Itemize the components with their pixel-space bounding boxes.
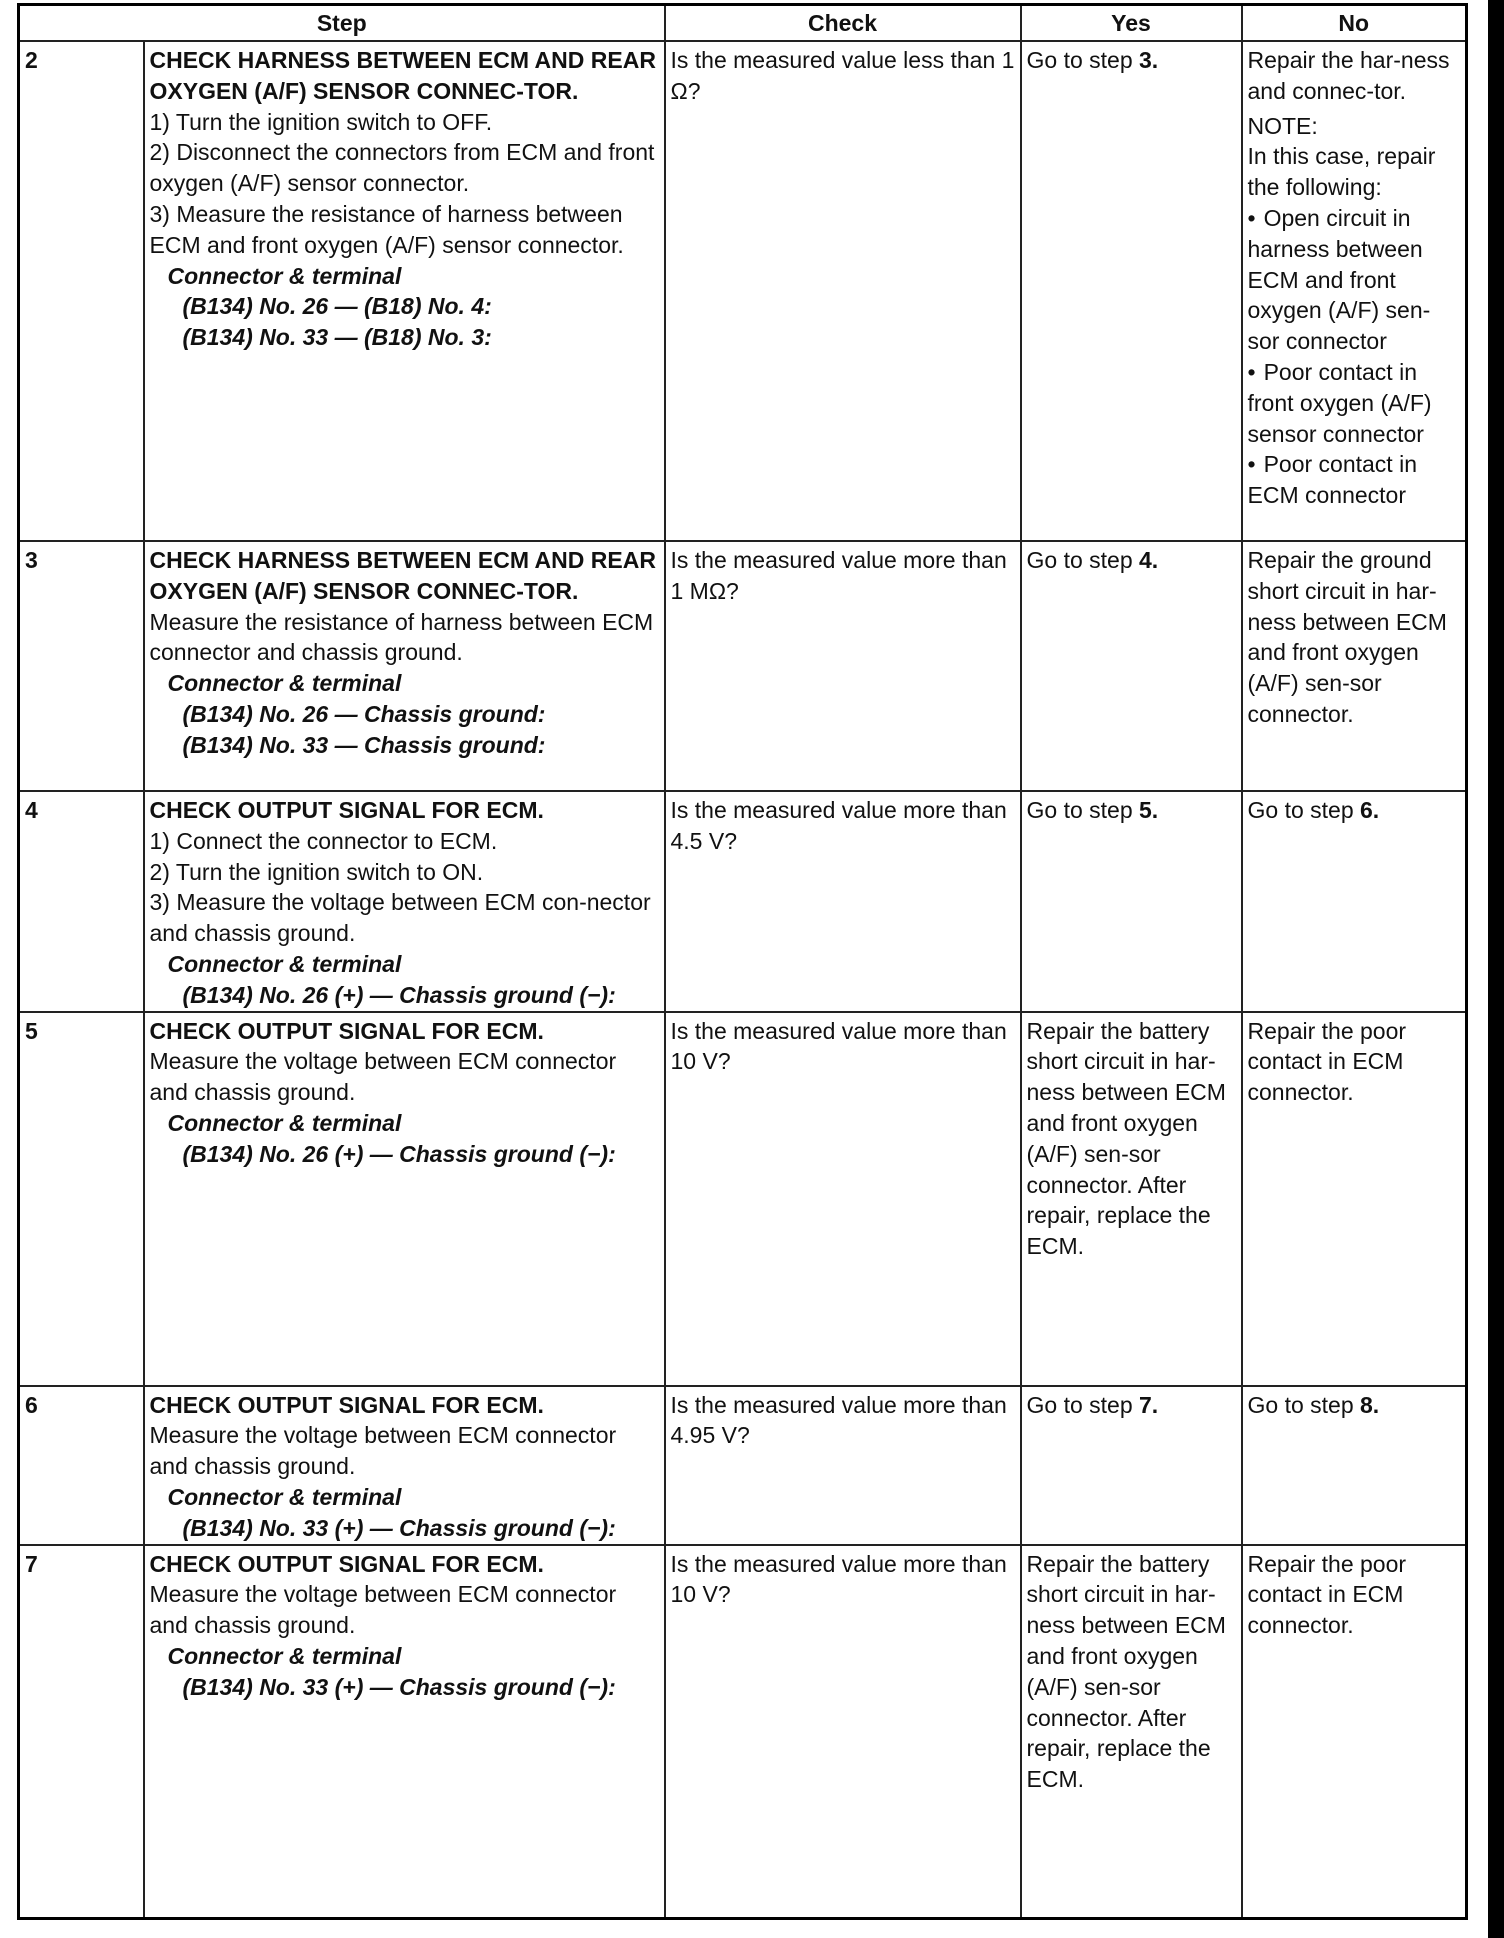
step-instruction: 1) Turn the ignition switch to OFF. xyxy=(149,108,493,135)
step-number: 7 xyxy=(19,1545,144,1919)
yes-step-ref: 4. xyxy=(1139,547,1159,573)
step-number: 6 xyxy=(19,1386,144,1545)
step-instruction: 3) Measure the resistance of harness between ECM and front oxygen (A/F) sensor connector. xyxy=(149,200,624,258)
table-row xyxy=(19,1012,1467,1386)
connector-terminal-label: Connector & terminal xyxy=(167,1109,402,1136)
step-heading: CHECK HARNESS BETWEEN ECM AND REAR OXYGEN (A/F) SENSOR CONNEC-TOR. xyxy=(149,547,656,604)
check-question: Is the measured value more than 1 MΩ? xyxy=(665,541,1021,791)
diagnostic-procedure-table xyxy=(17,3,1468,1920)
no-action: Repair the poor contact in ECM connector. xyxy=(1242,1545,1467,1919)
connector-terminal-spec: (B134) No. 33 — Chassis ground: xyxy=(182,731,546,758)
step-description xyxy=(144,41,665,541)
connector-terminal-label: Connector & terminal xyxy=(167,950,402,977)
connector-terminal-label: Connector & terminal xyxy=(167,670,402,697)
header-check: Check xyxy=(665,5,1021,42)
no-text: Repair the har-ness and connec-tor. xyxy=(1247,47,1450,104)
step-instruction: 1) Connect the connector to ECM. xyxy=(149,827,498,854)
no-action xyxy=(1242,541,1467,791)
header-row xyxy=(19,5,1467,42)
step-instruction: Measure the voltage between ECM connector and chassis ground. xyxy=(149,1581,617,1639)
header-no: No xyxy=(1242,5,1467,42)
yes-action: Repair the battery short circuit in har-ness between ECM and front oxygen (A/F) sen-sor connector. After repair, replace the ECM. xyxy=(1021,1012,1242,1386)
note-bullet: • Open circuit in harness between ECM and front oxygen (A/F) sen-sor connector xyxy=(1248,203,1461,357)
yes-step-ref: 5. xyxy=(1139,797,1159,823)
step-description xyxy=(144,541,665,791)
yes-action xyxy=(1021,41,1242,541)
yes-step-ref: 7. xyxy=(1139,1391,1159,1418)
yes-step-ref: 3. xyxy=(1139,47,1159,73)
yes-action: Repair the battery short circuit in har-ness between ECM and front oxygen (A/F) sen-sor connector. After repair, replace the ECM. xyxy=(1021,1545,1242,1919)
step-instruction: 3) Measure the voltage between ECM con-nector and chassis ground. xyxy=(149,889,651,947)
yes-text: Go to step xyxy=(1026,1391,1140,1418)
yes-text: Go to step xyxy=(1026,797,1140,823)
step-heading: CHECK OUTPUT SIGNAL FOR ECM. xyxy=(149,797,544,823)
step-heading: CHECK OUTPUT SIGNAL FOR ECM. xyxy=(149,1391,544,1418)
step-description xyxy=(144,1012,665,1386)
connector-terminal-label: Connector & terminal xyxy=(167,1642,402,1669)
note-intro: In this case, repair the following: xyxy=(1247,143,1436,201)
step-number: 4 xyxy=(19,791,144,1012)
no-text: Go to step xyxy=(1247,797,1361,823)
step-instruction: 2) Turn the ignition switch to ON. xyxy=(149,858,484,885)
no-text: Repair the ground short circuit in har-ness between ECM and front oxygen (A/F) sen-sor connector. xyxy=(1247,547,1447,727)
yes-text: Go to step xyxy=(1026,547,1140,573)
note-bullet: • Poor contact in front oxygen (A/F) sensor connector xyxy=(1248,357,1461,449)
yes-action xyxy=(1021,1386,1242,1545)
connector-terminal-spec: (B134) No. 26 (+) — Chassis ground (−): xyxy=(182,1140,616,1167)
table-row xyxy=(19,541,1467,791)
no-action xyxy=(1242,41,1467,541)
no-step-ref: 6. xyxy=(1360,797,1380,823)
no-action xyxy=(1242,1386,1467,1545)
step-description xyxy=(144,1386,665,1545)
connector-terminal-spec: (B134) No. 26 (+) — Chassis ground (−): xyxy=(182,981,616,1008)
no-text: Go to step xyxy=(1247,1391,1361,1418)
step-instruction: Measure the voltage between ECM connector and chassis ground. xyxy=(149,1048,617,1106)
header-yes: Yes xyxy=(1021,5,1242,42)
note-title: NOTE: xyxy=(1247,112,1318,139)
table-row xyxy=(19,791,1467,1012)
header-step: Step xyxy=(19,5,665,42)
table-row xyxy=(19,1545,1467,1919)
step-instruction: Measure the resistance of harness between ECM connector and chassis ground. xyxy=(149,608,654,666)
connector-terminal-spec: (B134) No. 33 (+) — Chassis ground (−): xyxy=(182,1514,616,1541)
yes-action xyxy=(1021,791,1242,1012)
step-instruction: 2) Disconnect the connectors from ECM and front oxygen (A/F) sensor connector. xyxy=(149,139,655,197)
check-question: Is the measured value more than 10 V? xyxy=(665,1545,1021,1919)
page-edge-bar xyxy=(1488,0,1504,1938)
connector-terminal-spec: (B134) No. 33 (+) — Chassis ground (−): xyxy=(182,1673,616,1700)
step-number: 2 xyxy=(19,41,144,541)
step-description xyxy=(144,1545,665,1919)
table-row xyxy=(19,41,1467,541)
check-question: Is the measured value more than 4.95 V? xyxy=(665,1386,1021,1545)
step-heading: CHECK OUTPUT SIGNAL FOR ECM. xyxy=(149,1017,544,1044)
connector-terminal-spec: (B134) No. 33 — (B18) No. 3: xyxy=(182,324,492,351)
check-question: Is the measured value more than 10 V? xyxy=(665,1012,1021,1386)
connector-terminal-spec: (B134) No. 26 — Chassis ground: xyxy=(182,700,546,727)
note-bullet: • Poor contact in ECM connector xyxy=(1248,449,1461,511)
step-heading: CHECK OUTPUT SIGNAL FOR ECM. xyxy=(149,1550,544,1577)
step-heading: CHECK HARNESS BETWEEN ECM AND REAR OXYGEN (A/F) SENSOR CONNEC-TOR. xyxy=(149,47,656,104)
step-number: 5 xyxy=(19,1012,144,1386)
connector-terminal-spec: (B134) No. 26 — (B18) No. 4: xyxy=(182,293,492,320)
yes-text: Go to step xyxy=(1026,47,1140,73)
no-step-ref: 8. xyxy=(1360,1391,1380,1418)
check-question: Is the measured value less than 1 Ω? xyxy=(665,41,1021,541)
connector-terminal-label: Connector & terminal xyxy=(167,262,402,289)
step-description xyxy=(144,791,665,1012)
step-instruction: Measure the voltage between ECM connector and chassis ground. xyxy=(149,1422,617,1480)
table-row xyxy=(19,1386,1467,1545)
yes-action xyxy=(1021,541,1242,791)
connector-terminal-label: Connector & terminal xyxy=(167,1483,402,1510)
step-number: 3 xyxy=(19,541,144,791)
no-action: Repair the poor contact in ECM connector. xyxy=(1242,1012,1467,1386)
no-action xyxy=(1242,791,1467,1012)
check-question: Is the measured value more than 4.5 V? xyxy=(665,791,1021,1012)
